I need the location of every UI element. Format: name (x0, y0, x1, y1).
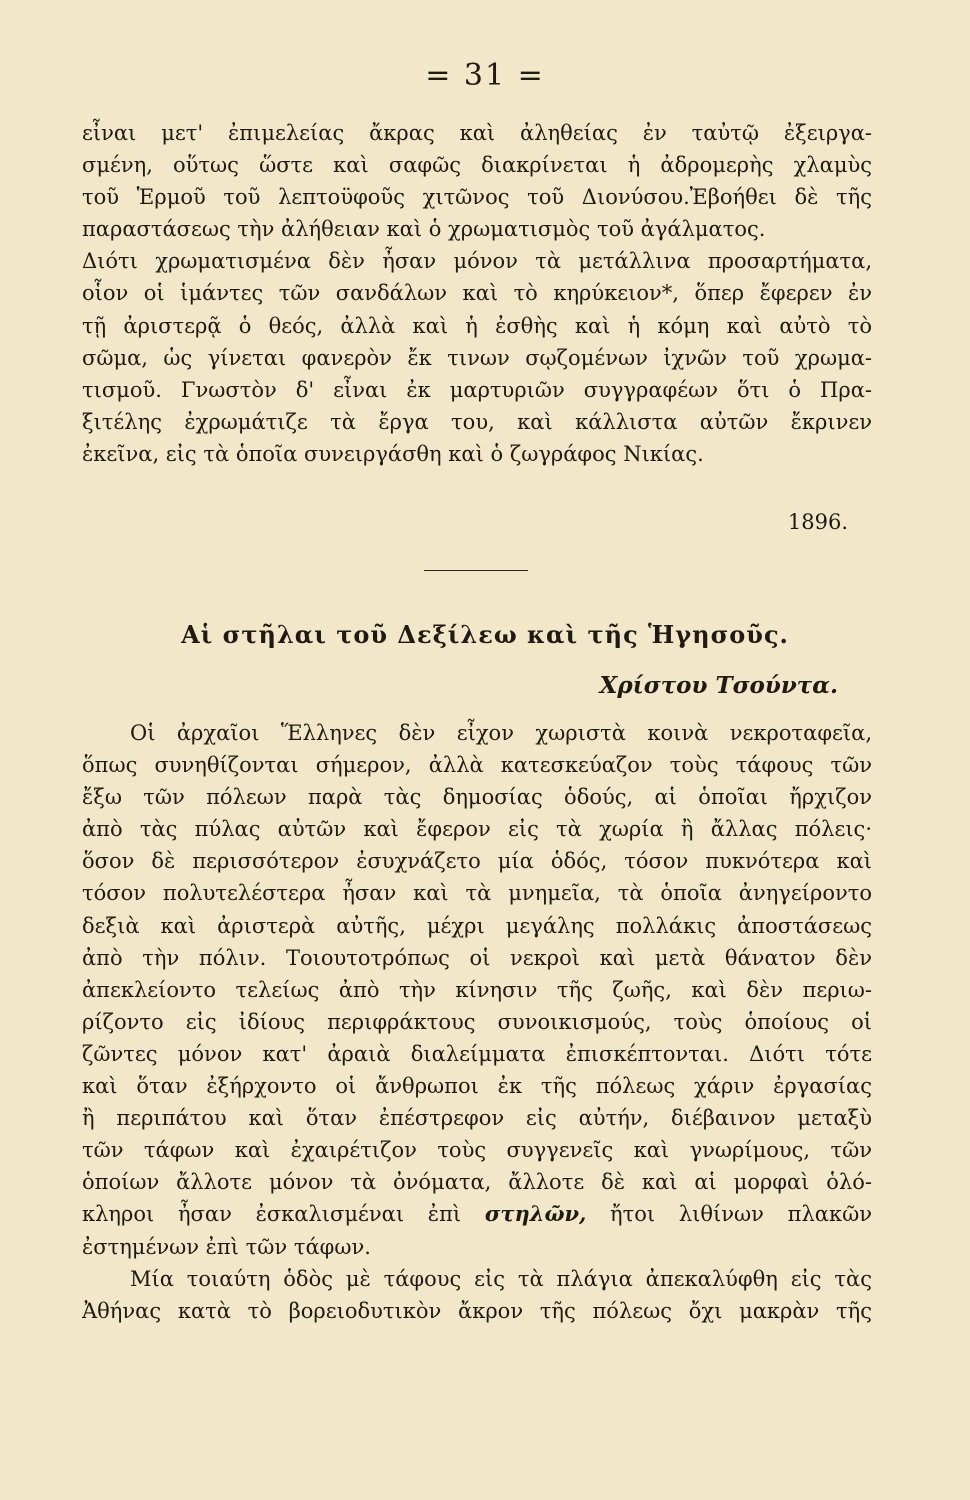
text-line: ἐκεῖνα, εἰς τὰ ὁποῖα συνειργάσθη καὶ ὁ ζωγράφος Νικίας. (82, 441, 704, 466)
text-line: σῶμα, ὡς γίνεται φανερὸν ἔκ τινων σῳζομένων ἰχνῶν τοῦ χρωμα- (82, 345, 872, 370)
text-line: σμένη, οὕτως ὥστε καὶ σαφῶς διακρίνεται ἡ ἀδρομερὴς χλαμὺς (82, 153, 872, 178)
text-line: καὶ ὅταν ἐξήρχοντο οἱ ἄνθρωποι ἐκ τῆς πόλεως χάριν ἐργασίας (82, 1074, 872, 1099)
text-line: ὁποίων ἄλλοτε μόνον τὰ ὀνόματα, ἄλλοτε δὲ καὶ αἱ μορφαὶ ὁλό- (82, 1170, 872, 1195)
section2-text (82, 717, 872, 1327)
text-line: εἶναι μετ' ἐπιμελείας ἄκρας καὶ ἀληθείας ἐν ταὐτῷ ἐξειργα- (82, 121, 872, 145)
text-line: ζῶντες μόνον κατ' ἀραιὰ διαλείμματα ἐπισκέπτονται. Διότι τότε (82, 1041, 872, 1066)
text-line: ὅσον δὲ περισσότερον ἐσυχνάζετο μία ὁδός, τόσον πυκνότερα καὶ (82, 849, 872, 874)
text-line: Διότι χρωματισμένα δὲν ἦσαν μόνον τὰ μετάλλινα προσαρτήματα, (82, 249, 872, 274)
text-line: Οἱ ἀρχαῖοι Ἕλληνες δὲν εἶχον χωριστὰ κοινὰ νεκροταφεῖα, (130, 721, 872, 745)
text-line: τῶν τάφων καὶ ἐχαιρέτιζον τοὺς συγγενεῖς καὶ γνωρίμους, τῶν (82, 1138, 872, 1163)
section-divider (424, 570, 528, 571)
text-line: ὅπως συνηθίζονται σήμερον, ἀλλὰ κατεσκεύαζον τοὺς τάφους τῶν (82, 753, 872, 778)
text-line: ξιτέλης ἐχρωμάτιζε τὰ ἔργα του, καὶ κάλλιστα αὐτῶν ἔκρινεν (82, 409, 872, 434)
text-segment: κληροι ἦσαν ἐσκαλισμέναι ἐπὶ (82, 1202, 485, 1227)
text-line: Ἀθήνας κατὰ τὸ βορειοδυτικὸν ἄκρον τῆς πόλεως ὄχι μακρὰν τῆς (82, 1298, 872, 1323)
text-line: τοῦ Ἑρμοῦ τοῦ λεπτοϋφοῦς χιτῶνος τοῦ Διονύσου.Ἐβοήθει δὲ τῆς (82, 185, 872, 210)
text-line: Μία τοιαύτη ὁδὸς μὲ τάφους εἰς τὰ πλάγια ἀπεκαλύφθη εἰς τὰς (130, 1266, 872, 1291)
text-segment: ἤτοι λιθίνων πλακῶν (586, 1202, 872, 1227)
text-line: ἢ περιπάτου καὶ ὅταν ἐπέστρεφον εἰς αὐτήν, διέβαινον μεταξὺ (82, 1106, 872, 1131)
section1-date: 1896. (787, 510, 848, 534)
emphasized-word: στηλῶν, (484, 1201, 587, 1227)
text-line: τῇ ἀριστερᾷ ὁ θεός, ἀλλὰ καὶ ἡ ἐσθὴς καὶ ἡ κόμη καὶ αὐτὸ τὸ (82, 313, 872, 338)
text-line: τισμοῦ. Γνωστὸν δ' εἶναι ἐκ μαρτυριῶν συγγραφέων ὅτι ὁ Πρα- (82, 377, 872, 402)
text-line: ἔξω τῶν πόλεων παρὰ τὰς δημοσίας ὁδούς, αἱ ὁποῖαι ἤρχιζον (82, 785, 872, 810)
text-line: δεξιὰ καὶ ἀριστερὰ αὐτῆς, μέχρι μεγάλης πολλάκις ἀποστάσεως (82, 913, 872, 938)
text-line: ἀπεκλείοντο τελείως ἀπὸ τὴν κίνησιν τῆς ζωῆς, καὶ δὲν περιω- (82, 977, 872, 1002)
section2-author: Χρίστου Τσούντα. (599, 672, 838, 699)
text-line: οἷον οἱ ἱμάντες τῶν σανδάλων καὶ τὸ κηρύκειον*, ὅπερ ἔφερεν ἐν (82, 281, 872, 306)
text-line: ἀπὸ τὴν πόλιν. Τοιουτοτρόπως οἱ νεκροὶ καὶ μετὰ θάνατον δὲν (82, 945, 872, 970)
text-line: ρίζοντο εἰς ἰδίους περιφράκτους συνοικισμούς, τοὺς ὁποίους οἱ (82, 1009, 872, 1034)
text-line: παραστάσεως τὴν ἀλήθειαν καὶ ὁ χρωματισμὸς τοῦ ἀγάλματος. (82, 217, 766, 242)
text-line (82, 1198, 872, 1230)
text-line: τόσον πολυτελέστερα ἦσαν καὶ τὰ μνημεῖα, τὰ ὁποῖα ἀνηγείροντο (82, 881, 872, 906)
section1-text (82, 117, 872, 470)
section2-title: Αἱ στῆλαι τοῦ Δεξίλεω καὶ τῆς Ἡγησοῦς. (181, 620, 789, 649)
page-number: = 31 = (425, 58, 545, 93)
text-line: ἐστημένων ἐπὶ τῶν τάφων. (82, 1234, 371, 1259)
text-line: ἀπὸ τὰς πύλας αὐτῶν καὶ ἔφερον εἰς τὰ χωρία ἢ ἄλλας πόλεις· (82, 817, 872, 842)
